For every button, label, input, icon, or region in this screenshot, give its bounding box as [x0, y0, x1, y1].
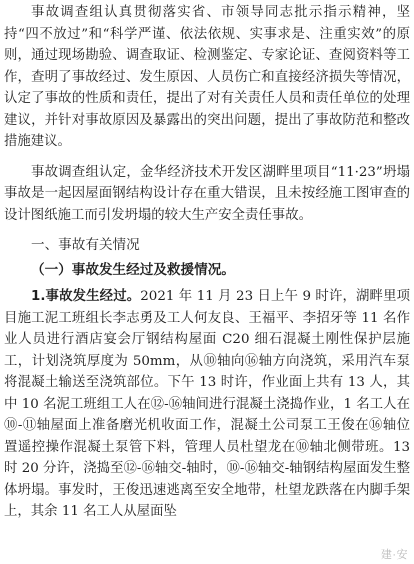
document-page: [4, 0, 410, 564]
section-heading: 一、事故有关情况: [31, 237, 140, 253]
intro-paragraph: 事故调查组认真贯彻落实省、市领导同志批示指示精神，坚持“四不放过”和“科学严谨、依法依规、实事求是、注重实效”的原则，通过现场勘验、调查取证、检测鉴定、专家论证、查阅资料等工作，查明了事故经过、发生原因、人员伤亡和直接经济损失等情况，认定了事故的性质和责任，提出了对有关责任人员和责任单位的处理建议，并针对事故原因及暴露出的突出问题，提出了事故防范和整改措施建议。: [4, 5, 410, 149]
accident-process-paragraph: [4, 286, 410, 523]
subsection-heading: （一）事故发生经过及救援情况。: [31, 262, 235, 278]
finding-paragraph: 事故调查组认定，金华经济技术开发区湖畔里项目“11·23”坍塌事故是一起因屋面钢结构设计存在重大错误，且未按经施工图审查的设计图纸施工而引发坍塌的较大生产安全责任事故。: [4, 164, 410, 223]
paragraph-run-in-heading: 1.事故发生经过。: [31, 289, 141, 304]
accident-process-text: 2021 年 11 月 23 日上午 9 时许，湖畔里项目施工泥工班组长李志勇及工人何友良、王福平、李招牙等 11 名作业人员进行酒店宴会厅钢结构屋面 C20 细石混凝土刚性保护层施工，计划浇筑厚度为 50mm，从⑩轴向⑯轴方向浇筑，采用汽车泵将混凝土输送至浇筑部位。下午 13 时许，作业面上共有 13 人，其中 10 名泥工班组工人在⑫-⑯轴间进行混凝土浇捣作业，1 名工人在⑩-⑪轴屋面上准备磨光机收面工作，混凝土公司泵工王俊在⑯轴位置遥控操作混凝土泵管下料，管理人员杜望龙在⑩轴北侧带班。13 时 20 分许，浇捣至⑫-⑯轴交-轴时，⑩-⑯轴交-轴钢结构屋面发生整体坍塌。事发时，王俊迅速逃离至安全地带，杜望龙跌落在内脚手架上，其余 11 名工人从屋面坠: [4, 289, 410, 519]
watermark-logo: 建·安: [380, 549, 408, 561]
